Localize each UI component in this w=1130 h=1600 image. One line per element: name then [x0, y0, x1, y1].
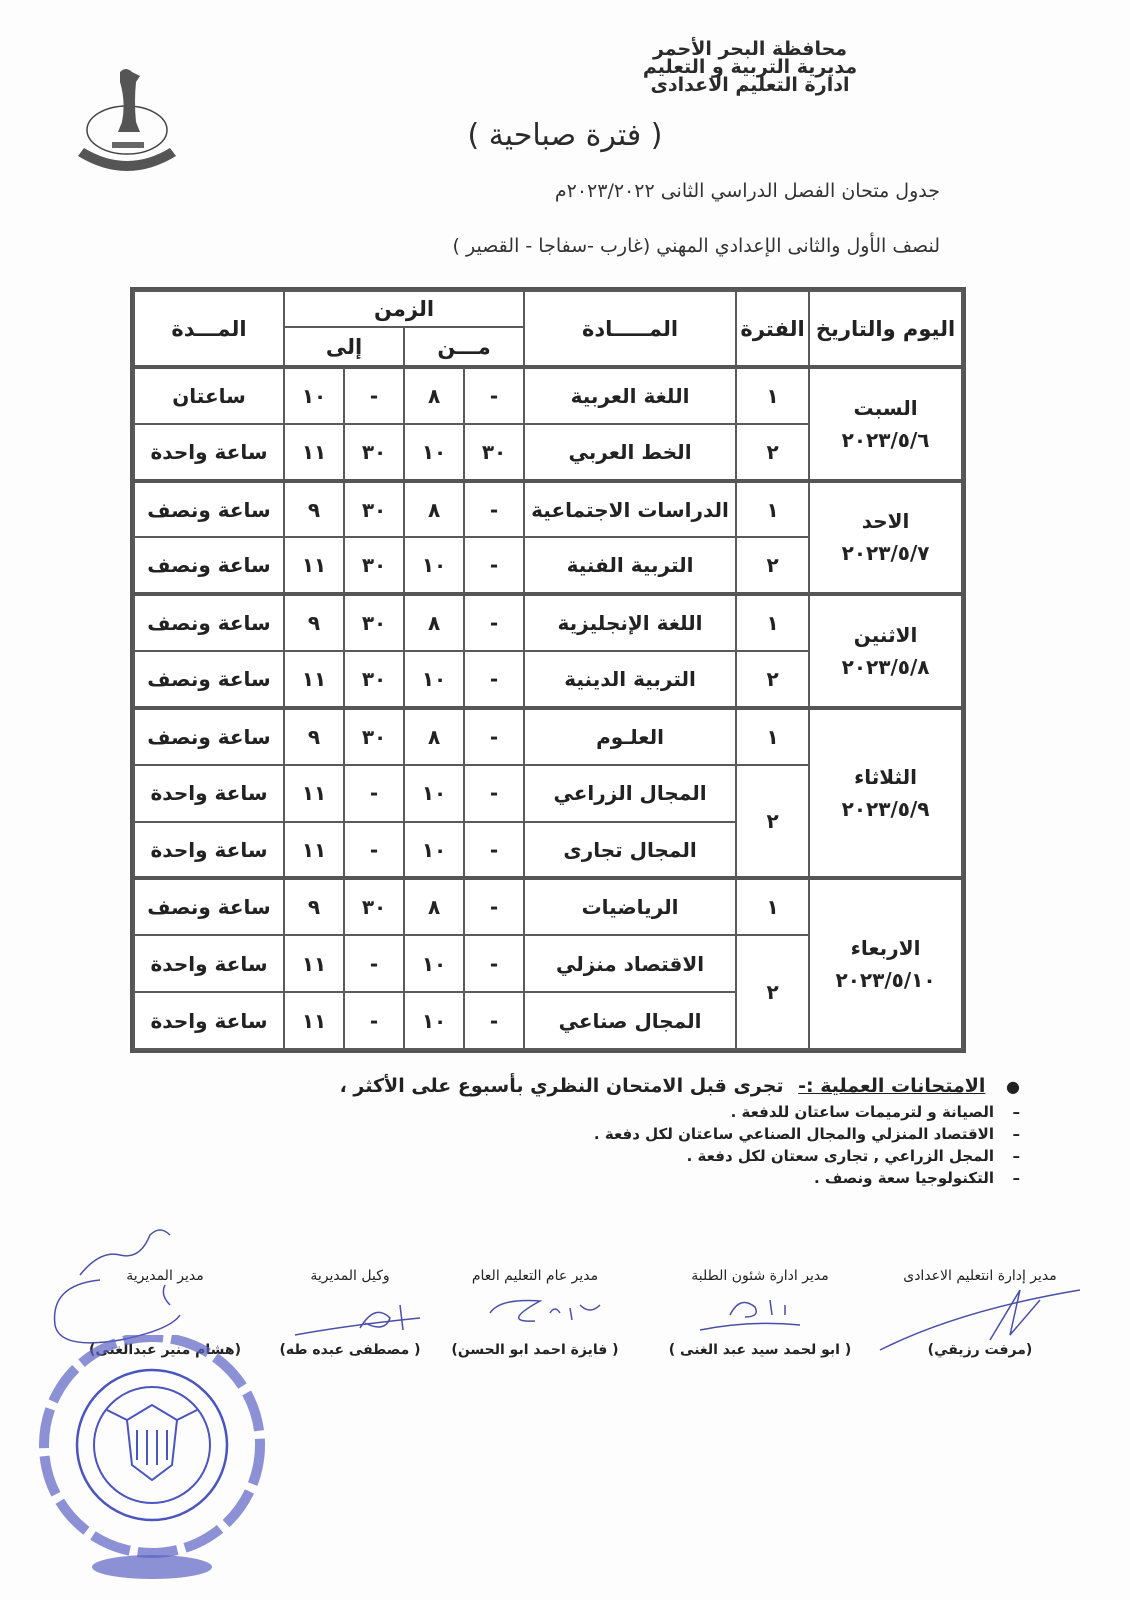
- duration-cell: ساعة واحدة: [134, 822, 284, 879]
- dash-icon: –: [1012, 1103, 1020, 1121]
- to-minute-cell: ٣٠: [344, 708, 404, 765]
- from-minute-cell: -: [464, 537, 524, 594]
- to-minute-cell: ٣٠: [344, 424, 404, 481]
- to-minute-cell: ٣٠: [344, 537, 404, 594]
- note-item-text: التكنولوجيا سعة ونصف .: [813, 1169, 994, 1187]
- from-hour-cell: ١٠: [404, 651, 464, 708]
- bullet-icon: ●: [1006, 1077, 1020, 1096]
- period-cell: ١: [736, 367, 809, 424]
- period-cell: ١: [736, 708, 809, 765]
- governorate-emblem-icon: [72, 62, 182, 172]
- subject-cell: الخط العربي: [524, 424, 736, 481]
- from-hour-cell: ١٠: [404, 424, 464, 481]
- subject-cell: المجال الزراعي: [524, 765, 736, 822]
- header-day-date: اليوم والتاريخ: [809, 291, 962, 367]
- duration-cell: ساعة واحدة: [134, 935, 284, 992]
- signatory-role: مدير المديرية: [126, 1268, 204, 1284]
- exam-date: ٢٠٢٣/٥/٧: [841, 541, 930, 566]
- note-item-text: المجل الزراعي , تجارى سعتان لكل دفعة .: [686, 1147, 994, 1165]
- to-minute-cell: -: [344, 822, 404, 879]
- from-minute-cell: -: [464, 594, 524, 651]
- to-hour-cell: ١٠: [284, 367, 344, 424]
- duration-cell: ساعة ونصف: [134, 651, 284, 708]
- header-duration: المـــدة: [134, 291, 284, 367]
- to-hour-cell: ١١: [284, 822, 344, 879]
- schedule-body: [134, 367, 962, 1049]
- from-minute-cell: -: [464, 481, 524, 538]
- exam-date: ٢٠٢٣/٥/٦: [841, 427, 930, 452]
- practical-exams-heading: الامتحانات العملية :-: [798, 1075, 986, 1097]
- table-row: [134, 594, 962, 651]
- subject-cell: المجال تجارى: [524, 822, 736, 879]
- signatory-role: مدير إدارة انتعليم الاعدادى: [903, 1268, 1057, 1284]
- from-hour-cell: ١٠: [404, 935, 464, 992]
- to-hour-cell: ١١: [284, 424, 344, 481]
- to-hour-cell: ١١: [284, 935, 344, 992]
- from-hour-cell: ١٠: [404, 537, 464, 594]
- dash-icon: –: [1012, 1125, 1020, 1143]
- directorate-name: مديرية التربية و التعليم: [642, 56, 858, 78]
- period-cell: ١: [736, 481, 809, 538]
- header-to: إلى: [284, 327, 404, 367]
- organization-header: [620, 40, 880, 94]
- from-hour-cell: ١٠: [404, 765, 464, 822]
- from-hour-cell: ١٠: [404, 822, 464, 879]
- period-cell: ٢: [736, 424, 809, 481]
- from-minute-cell: -: [464, 992, 524, 1049]
- day-name: الاثنين: [853, 623, 918, 648]
- duration-cell: ساعة واحدة: [134, 765, 284, 822]
- practical-exams-notes: [120, 1075, 1020, 1189]
- to-minute-cell: ٣٠: [344, 651, 404, 708]
- duration-cell: ساعة ونصف: [134, 537, 284, 594]
- subject-cell: التربية الفنية: [524, 537, 736, 594]
- duration-cell: ساعة ونصف: [134, 708, 284, 765]
- note-item-text: الصيانة و لترميمات ساعتان للدفعة .: [730, 1103, 994, 1121]
- signatory-role: مدير عام التعليم العام: [471, 1268, 599, 1284]
- practical-exams-list: [120, 1101, 1020, 1189]
- signature-scrawl-icon: [690, 1290, 810, 1340]
- subject-cell: اللغة الإنجليزية: [524, 594, 736, 651]
- dash-icon: –: [1012, 1147, 1020, 1165]
- day-date-cell: [809, 481, 962, 595]
- governorate-name: محافظة البحر الأحمر: [652, 38, 848, 60]
- subject-cell: الاقتصاد منزلي: [524, 935, 736, 992]
- to-minute-cell: -: [344, 765, 404, 822]
- from-minute-cell: -: [464, 935, 524, 992]
- to-hour-cell: ٩: [284, 481, 344, 538]
- signature-scrawl-icon: [290, 1300, 430, 1340]
- from-hour-cell: ٨: [404, 481, 464, 538]
- duration-cell: ساعة ونصف: [134, 481, 284, 538]
- subject-cell: العلـوم: [524, 708, 736, 765]
- note-item: [120, 1167, 1020, 1189]
- header-period: الفترة: [736, 291, 809, 367]
- from-hour-cell: ٨: [404, 594, 464, 651]
- from-minute-cell: -: [464, 651, 524, 708]
- to-minute-cell: -: [344, 992, 404, 1049]
- signatory-role: وكيل المديرية: [310, 1268, 390, 1284]
- day-date-cell: [809, 594, 962, 708]
- day-date-cell: [809, 878, 962, 1049]
- dash-icon: –: [1012, 1169, 1020, 1187]
- to-minute-cell: ٣٠: [344, 878, 404, 935]
- exam-date: ٢٠٢٣/٥/٨: [841, 655, 930, 680]
- to-minute-cell: ٣٠: [344, 481, 404, 538]
- schedule-title: جدول متحان الفصل الدراسي الثانى ٢٠٢٣/٢٠٢٢م: [554, 180, 940, 202]
- to-hour-cell: ١١: [284, 992, 344, 1049]
- period-cell: ٢: [736, 935, 809, 1049]
- from-minute-cell: -: [464, 822, 524, 879]
- practical-exams-main-note: [120, 1075, 1020, 1097]
- duration-cell: ساعة واحدة: [134, 992, 284, 1049]
- to-hour-cell: ٩: [284, 878, 344, 935]
- to-hour-cell: ١١: [284, 765, 344, 822]
- period-cell: ١: [736, 594, 809, 651]
- from-hour-cell: ١٠: [404, 992, 464, 1049]
- from-hour-cell: ٨: [404, 708, 464, 765]
- to-hour-cell: ٩: [284, 594, 344, 651]
- signatory-role: مدير ادارة شئون الطلبة: [691, 1268, 829, 1284]
- schedule-subtitle: لنصف الأول والثانى الإعدادي المهني (غارب -سفاجا - القصير ): [452, 235, 940, 257]
- to-minute-cell: ٣٠: [344, 594, 404, 651]
- to-minute-cell: -: [344, 935, 404, 992]
- from-minute-cell: ٣٠: [464, 424, 524, 481]
- exam-schedule-table: [130, 287, 966, 1053]
- table-row: [134, 878, 962, 935]
- duration-cell: ساعة ونصف: [134, 878, 284, 935]
- from-minute-cell: -: [464, 765, 524, 822]
- subject-cell: اللغة العربية: [524, 367, 736, 424]
- table-row: [134, 708, 962, 765]
- subject-cell: المجال صناعي: [524, 992, 736, 1049]
- period-cell: ٢: [736, 651, 809, 708]
- note-item: [120, 1145, 1020, 1167]
- day-name: السبت: [853, 395, 918, 420]
- subject-cell: التربية الدينية: [524, 651, 736, 708]
- from-minute-cell: -: [464, 367, 524, 424]
- header-time: الزمن: [284, 291, 524, 327]
- day-date-cell: [809, 708, 962, 878]
- signatory-name: ( مصطفى عبده طه): [279, 1342, 421, 1358]
- signatory-name: (مرفت رزيقي): [927, 1342, 1033, 1358]
- from-minute-cell: -: [464, 708, 524, 765]
- exam-date: ٢٠٢٣/٥/١٠: [835, 968, 936, 993]
- signature-scrawl-icon: [870, 1280, 1090, 1360]
- day-date-cell: [809, 367, 962, 481]
- duration-cell: ساعة ونصف: [134, 594, 284, 651]
- header-subject: المـــــادة: [524, 291, 736, 367]
- to-minute-cell: -: [344, 367, 404, 424]
- note-item-text: الاقتصاد المنزلي والمجال الصناعي ساعتان لكل دفعة .: [593, 1125, 994, 1143]
- shift-title: ( فترة صباحية ): [467, 118, 663, 153]
- to-hour-cell: ١١: [284, 651, 344, 708]
- administration-name: ادارة التعليم الاعدادى: [650, 74, 850, 96]
- duration-cell: ساعة واحدة: [134, 424, 284, 481]
- day-name: الاربعاء: [850, 936, 921, 961]
- period-cell: ١: [736, 878, 809, 935]
- period-cell: ٢: [736, 537, 809, 594]
- duration-cell: ساعتان: [134, 367, 284, 424]
- day-name: الاحد: [861, 509, 910, 534]
- header-from: مـــن: [404, 327, 524, 367]
- signatory-name: ( فايزة احمد ابو الحسن): [451, 1342, 619, 1358]
- subject-cell: الرياضيات: [524, 878, 736, 935]
- exam-date: ٢٠٢٣/٥/٩: [841, 797, 930, 822]
- to-hour-cell: ٩: [284, 708, 344, 765]
- signatory-name: ( ابو لحمد سيد عبد الغنى ): [668, 1342, 852, 1358]
- period-cell: ٢: [736, 765, 809, 879]
- from-minute-cell: -: [464, 878, 524, 935]
- note-item: [120, 1101, 1020, 1123]
- from-hour-cell: ٨: [404, 367, 464, 424]
- signature-scrawl-icon: [480, 1293, 610, 1333]
- to-hour-cell: ١١: [284, 537, 344, 594]
- signatory-name: (هشام منير عبدالغنى): [88, 1342, 242, 1358]
- table-row: [134, 481, 962, 538]
- practical-exams-text: تجرى قبل الامتحان النظري بأسبوع على الأكثر ،: [339, 1075, 784, 1097]
- official-eagle-seal-icon: [32, 1335, 272, 1585]
- from-hour-cell: ٨: [404, 878, 464, 935]
- table-row: [134, 367, 962, 424]
- subject-cell: الدراسات الاجتماعية: [524, 481, 736, 538]
- note-item: [120, 1123, 1020, 1145]
- day-name: الثلاثاء: [854, 765, 918, 790]
